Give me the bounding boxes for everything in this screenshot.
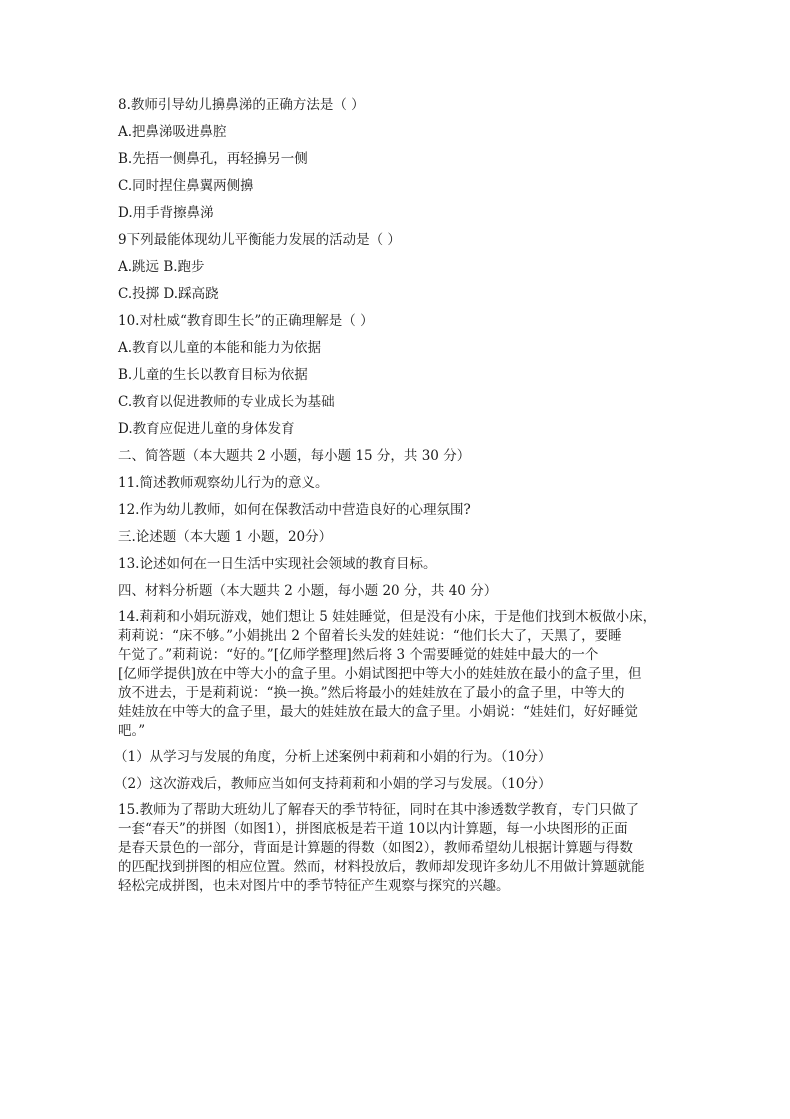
section-essay-heading: 三.论述题（本大题 1 小题，20分） — [118, 529, 333, 545]
question-11: 11.简述教师观察幼儿行为的意义。 — [118, 475, 329, 491]
question-10-stem: 10.对杜威“教育即生长”的正确理解是（ ） — [118, 313, 374, 329]
question-14-line: [亿师学提供]放在中等大小的盒子里。小娟试图把中等大小的娃娃放在最小的盒子里，但 — [118, 666, 642, 682]
question-10-option-b: B.儿童的生长以教育目标为依据 — [118, 367, 308, 383]
document-page — [114, 95, 674, 902]
question-14-line: 午觉了。”莉莉说：“好的。”[亿师学整理]然后将 3 个需要睡觉的娃娃中最大的一个 — [118, 647, 599, 663]
question-14-sub-1: （1）从学习与发展的角度，分析上述案例中莉莉和小娟的行为。（10分） — [114, 749, 552, 765]
question-15-line: 的匹配找到拼图的相应位置。然而，材料投放后，教师却发现许多幼儿不用做计算题就能 — [118, 859, 645, 875]
section-short-answer-heading: 二、简答题（本大题共 2 小题，每小题 15 分，共 30 分） — [118, 448, 471, 464]
question-15-line: 是春天景色的一部分，背面是计算题的得数（如图2），教师希望幼儿根据计算题与得数 — [118, 840, 633, 856]
question-9-options-cd: C.投掷 D.踩高跷 — [118, 286, 219, 302]
question-14-line: 莉莉说：“床不够。”小娟挑出 2 个留着长头发的娃娃说：“他们长大了，天黑了，要睡 — [118, 628, 622, 644]
question-15-line: 一套“春天”的拼图（如图1），拼图底板是若干道 10以内计算题，每一小块图形的正面 — [118, 821, 628, 837]
question-8-option-d: D.用手背擦鼻涕 — [118, 205, 214, 221]
question-10-option-c: C.教育以促进教师的专业成长为基础 — [118, 394, 335, 410]
question-14-line: 吧。” — [118, 723, 146, 739]
question-15-line: 轻松完成拼图，也未对图片中的季节特征产生观察与探究的兴趣。 — [118, 878, 510, 894]
question-14-line: 放不进去，于是莉莉说：“换一换。”然后将最小的娃娃放在了最小的盒子里，中等大的 — [118, 685, 625, 701]
question-10-option-a: A.教育以儿童的本能和能力为依据 — [118, 340, 322, 356]
question-15-material — [118, 801, 674, 896]
section-material-analysis-heading: 四、材料分析题（本大题共 2 小题，每小题 20 分，共 40 分） — [118, 583, 498, 599]
question-9-stem: 9下列最能体现幼儿平衡能力发展的活动是（ ） — [118, 232, 401, 248]
question-8-option-c: C.同时捏住鼻翼两侧擤 — [118, 178, 254, 194]
question-15-line: 15.教师为了帮助大班幼儿了解春天的季节特征，同时在其中渗透数学教育，专门只做了 — [118, 802, 639, 818]
question-10-option-d: D.教育应促进儿童的身体发育 — [118, 421, 295, 437]
question-8-option-a: A.把鼻涕吸进鼻腔 — [118, 124, 227, 140]
question-14-sub-2: （2）这次游戏后，教师应当如何支持莉莉和小娟的学习与发展。（10分） — [114, 776, 552, 792]
question-13: 13.论述如何在一日生活中实现社会领域的教育目标。 — [118, 556, 437, 572]
question-14-material — [118, 608, 674, 741]
question-14-line: 娃娃放在中等大的盒子里，最大的娃娃放在最大的盒子里。小娟说：“娃娃们，好好睡觉 — [118, 704, 638, 720]
question-14-line: 14.莉莉和小娟玩游戏，她们想让 5 娃娃睡觉，但是没有小床，于是他们找到木板做小床， — [118, 609, 657, 625]
question-9-options-ab: A.跳远 B.跑步 — [118, 259, 205, 275]
question-12: 12.作为幼儿教师，如何在保教活动中营造良好的心理氛围? — [118, 502, 471, 518]
question-8-option-b: B.先捂一侧鼻孔，再轻擤另一侧 — [118, 151, 308, 167]
question-8-stem: 8.教师引导幼儿擤鼻涕的正确方法是（ ） — [118, 97, 365, 113]
